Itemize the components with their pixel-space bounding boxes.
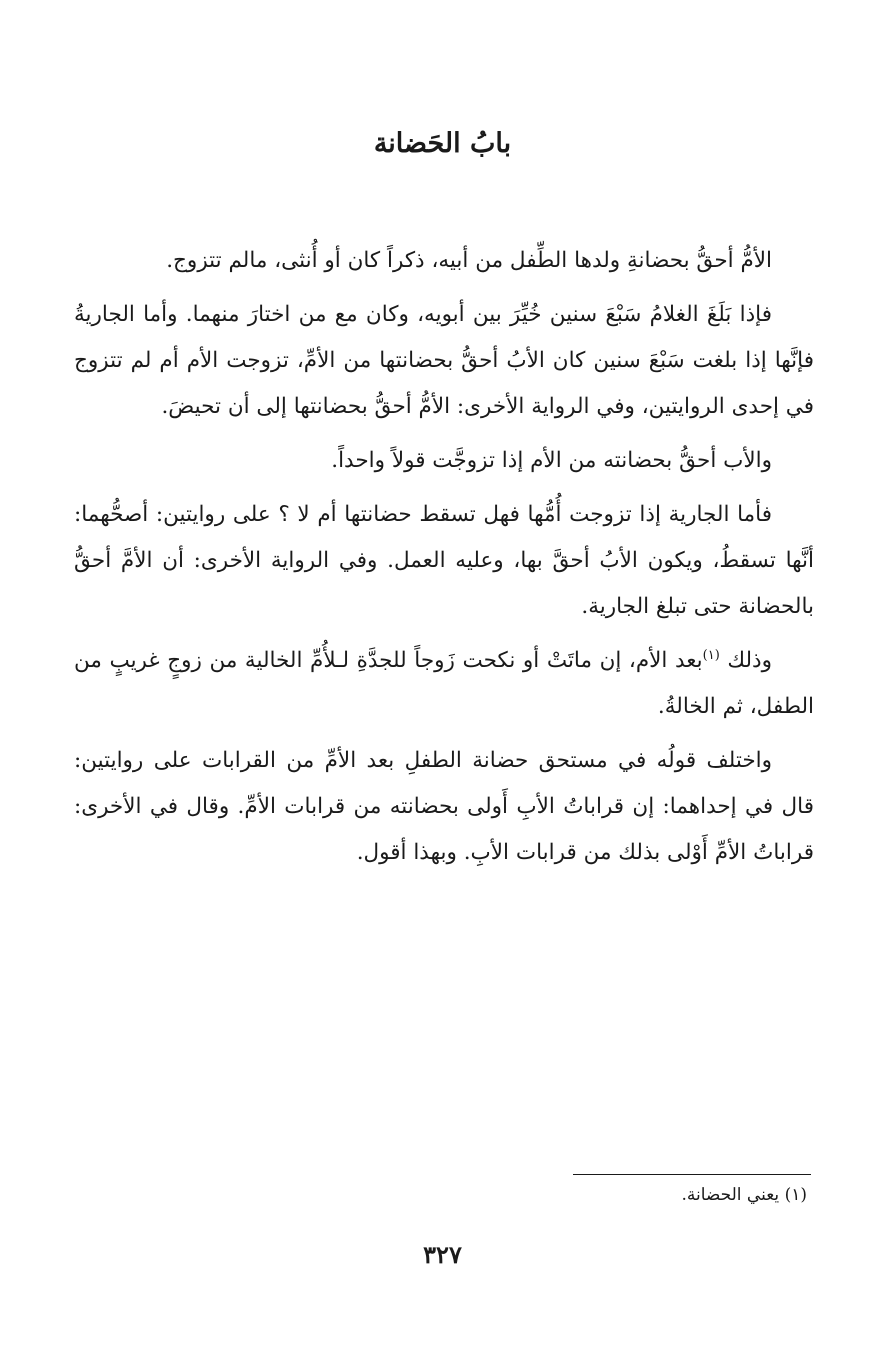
paragraph-3: والأب أحقُّ بحضانته من الأم إذا تزوجَّت قولاً واحداً. [331, 448, 772, 473]
paragraph-5-rest: بعد الأم، إن ماتَتْ أو نكحت زَوجاً للجدَّةِ لـلأُمِّ الخالية من زوجٍ غريبٍ من الطفل، ثم الخالةُ. [74, 648, 814, 719]
paragraph-2: فإذا بَلَغَ الغلامُ سَبْعَ سنين خُيِّرَ بين أبويه، وكان مع من اختارَ منهما. وأما الجاريةُ فإنَّها إذا بلغت سَبْعَ سنين كان الأبُ أحقُّ بحضانتها من الأمِّ، تزوجت الأم أم لم تتزوج في إحدى الروايتين، وفي الرواية الأخرى: الأمُّ أحقُّ بحضانتها إلى أن تحيضَ. [74, 302, 814, 419]
paragraph-6: واختلف قولُه في مستحق حضانة الطفلِ بعد الأمِّ من القرابات على روايتين: قال في إحداهما: إن قراباتُ الأبِ أَولى بحضانته من قرابات الأمِّ. وقال في الأخرى: قراباتُ الأمِّ أَوْلى بذلك من قرابات الأبِ. وبهذا أقول. [74, 748, 814, 865]
paragraph-1: الأمُّ أحقُّ بحضانةِ ولدها الطِّفل من أبيه، ذكراً كان أو أُنثى، مالم تتزوج. [166, 248, 772, 273]
paragraph-5-start: وذلك [719, 648, 772, 673]
body-text [74, 238, 814, 884]
footnote: (١) يعني الحضانة. [681, 1185, 807, 1205]
paragraph-4: فأما الجارية إذا تزوجت أُمُّها فهل تسقط حضانتها أم لا ؟ على روايتين: أصحُّهما: أنَّها تسقطُ، ويكون الأبُ أحقَّ بها، وعليه العمل. وفي الرواية الأخرى: أن الأمَّ أحقُّ بالحضانة حتى تبلغ الجارية. [74, 502, 814, 619]
footnote-divider [573, 1174, 811, 1175]
page-number: ٣٢٧ [423, 1240, 462, 1269]
footnote-reference: (١) [702, 647, 720, 663]
paragraph-5 [74, 638, 814, 730]
chapter-title: بابُ الحَضانة [373, 128, 512, 159]
